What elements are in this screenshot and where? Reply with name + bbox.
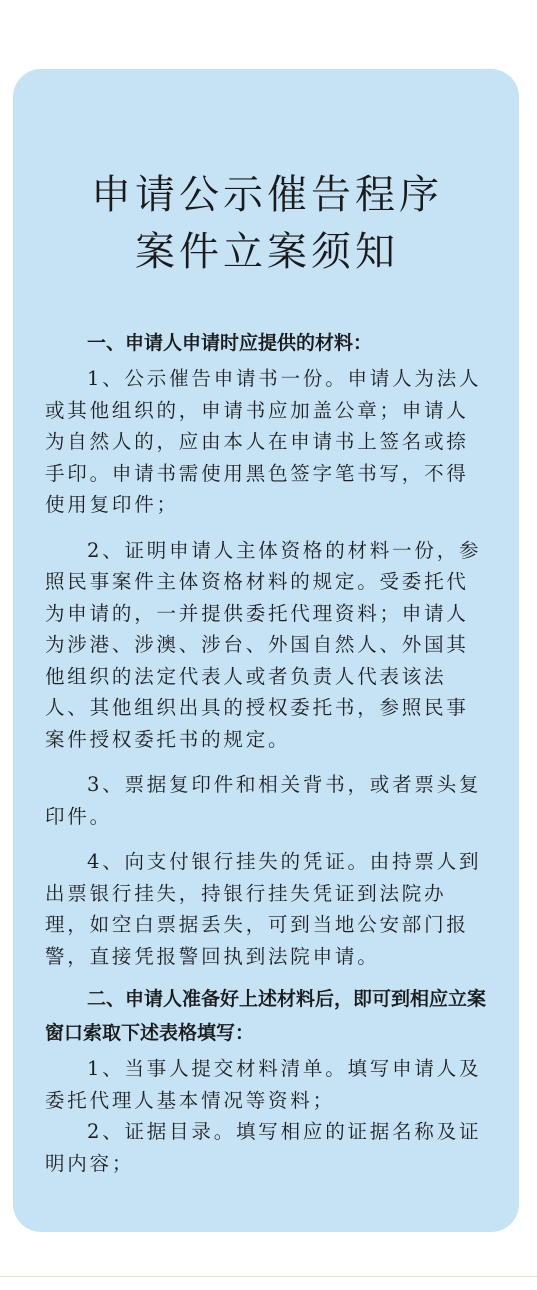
section-1-item-2: 2、证明申请人主体资格的材料一份，参照民事案件主体资格材料的规定。受委托代为申请的，一并提供委托代理资料；申请人为涉港、涉澳、涉台、外国自然人、外国其他组织的法定代表人或者负责人代表该法人、其他组织出具的授权委托书，参照民事案件授权委托书的规定。 [45,538,482,751]
notice-card [13,69,519,1232]
section-1-item-1: 1、公示催告申请书一份。申请人为法人或其他组织的，申请书应加盖公章；申请人为自然人的，应由本人在申请书上签名或捺手印。申请书需使用黑色签字笔书写，不得使用复印件； [45,367,482,516]
section-1-heading: 一、申请人申请时应提供的材料： [87,332,373,354]
section-1-item-4: 4、向支付银行挂失的凭证。由持票人到出票银行挂失，持银行挂失凭证到法院办理，如空白票据丢失，可到当地公安部门报警，直接凭报警回执到法院申请。 [45,850,482,968]
title-line-2: 案件立案须知 [135,229,399,275]
section-2-item-1: 1、当事人提交材料清单。填写申请人及委托代理人基本情况等资料； [45,1057,482,1112]
page-bottom-divider [0,1276,537,1277]
section-2-item-2: 2、证据目录。填写相应的证据名称及证明内容； [45,1120,482,1175]
section-2-heading: 二、申请人准备好上述材料后，即可到相应立案窗口索取下述表格填写： [45,988,487,1044]
title-line-1: 申请公示催告程序 [91,172,443,218]
notice-title [45,167,489,281]
section-1-item-3: 3、票据复印件和相关背书，或者票头复印件。 [45,773,482,828]
